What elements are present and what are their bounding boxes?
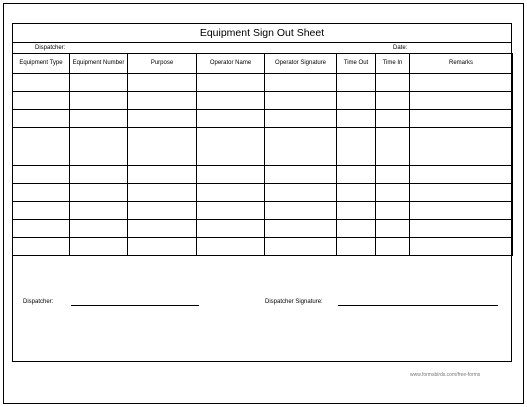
table-row bbox=[13, 238, 513, 256]
table-cell[interactable] bbox=[376, 238, 410, 256]
table-row bbox=[13, 166, 513, 184]
table-cell[interactable] bbox=[13, 166, 70, 184]
table-cell[interactable] bbox=[70, 238, 128, 256]
table-cell[interactable] bbox=[265, 128, 337, 166]
table-cell[interactable] bbox=[128, 92, 197, 110]
column-header-operator-signature: Operator Signature bbox=[265, 54, 337, 74]
column-header-remarks: Remarks bbox=[410, 54, 513, 74]
dispatcher-signature-line[interactable] bbox=[71, 305, 199, 306]
table-cell[interactable] bbox=[13, 128, 70, 166]
table-cell[interactable] bbox=[128, 74, 197, 92]
table-cell[interactable] bbox=[410, 128, 513, 166]
table-row bbox=[13, 184, 513, 202]
table-row bbox=[13, 128, 513, 166]
table-cell[interactable] bbox=[376, 92, 410, 110]
table-cell[interactable] bbox=[70, 74, 128, 92]
table-cell[interactable] bbox=[197, 110, 265, 128]
table-cell[interactable] bbox=[376, 220, 410, 238]
table-cell[interactable] bbox=[376, 202, 410, 220]
table-cell[interactable] bbox=[13, 110, 70, 128]
table-cell[interactable] bbox=[410, 110, 513, 128]
table-cell[interactable] bbox=[265, 202, 337, 220]
table-cell[interactable] bbox=[70, 220, 128, 238]
table-row bbox=[13, 220, 513, 238]
sheet-title bbox=[12, 23, 512, 42]
table-cell[interactable] bbox=[337, 166, 376, 184]
table-cell[interactable] bbox=[265, 74, 337, 92]
table-cell[interactable] bbox=[128, 220, 197, 238]
table-cell[interactable] bbox=[376, 184, 410, 202]
table-cell[interactable] bbox=[128, 166, 197, 184]
table-row bbox=[13, 92, 513, 110]
table-cell[interactable] bbox=[265, 166, 337, 184]
table-cell[interactable] bbox=[70, 110, 128, 128]
table-cell[interactable] bbox=[197, 74, 265, 92]
table-cell[interactable] bbox=[13, 92, 70, 110]
table-cell[interactable] bbox=[13, 220, 70, 238]
table-cell[interactable] bbox=[128, 184, 197, 202]
table-cell[interactable] bbox=[128, 202, 197, 220]
table-cell[interactable] bbox=[337, 110, 376, 128]
table-cell[interactable] bbox=[410, 184, 513, 202]
table-cell[interactable] bbox=[410, 202, 513, 220]
table-cell[interactable] bbox=[70, 184, 128, 202]
table-cell[interactable] bbox=[337, 220, 376, 238]
table-cell[interactable] bbox=[337, 184, 376, 202]
equipment-table bbox=[12, 53, 513, 256]
table-cell[interactable] bbox=[337, 238, 376, 256]
table-cell[interactable] bbox=[337, 74, 376, 92]
table-cell[interactable] bbox=[128, 128, 197, 166]
table-cell[interactable] bbox=[197, 128, 265, 166]
table-row bbox=[13, 202, 513, 220]
table-cell[interactable] bbox=[13, 184, 70, 202]
table-row bbox=[13, 110, 513, 128]
column-header-equipment-number: Equipment Number bbox=[70, 54, 128, 74]
column-header-purpose: Purpose bbox=[128, 54, 197, 74]
dispatcher-full-signature-line[interactable] bbox=[338, 305, 498, 306]
table-cell[interactable] bbox=[376, 128, 410, 166]
table-header-row bbox=[13, 54, 513, 74]
column-header-time-in: Time In bbox=[376, 54, 410, 74]
table-cell[interactable] bbox=[410, 220, 513, 238]
table-cell[interactable] bbox=[265, 184, 337, 202]
date-label: Date: bbox=[393, 45, 408, 51]
table-cell[interactable] bbox=[13, 238, 70, 256]
table-cell[interactable] bbox=[128, 110, 197, 128]
table-cell[interactable] bbox=[197, 202, 265, 220]
sheet-title-text: Equipment Sign Out Sheet bbox=[199, 27, 325, 39]
table-cell[interactable] bbox=[265, 238, 337, 256]
table-row bbox=[13, 74, 513, 92]
table-cell[interactable] bbox=[70, 128, 128, 166]
table-cell[interactable] bbox=[13, 202, 70, 220]
table-cell[interactable] bbox=[376, 110, 410, 128]
column-header-operator-name: Operator Name bbox=[197, 54, 265, 74]
form-box bbox=[12, 42, 512, 362]
table-cell[interactable] bbox=[410, 92, 513, 110]
table-cell[interactable] bbox=[13, 74, 70, 92]
table-cell[interactable] bbox=[197, 166, 265, 184]
table-cell[interactable] bbox=[410, 74, 513, 92]
dispatcher-signature-label: Dispatcher: bbox=[23, 299, 54, 305]
table-cell[interactable] bbox=[70, 92, 128, 110]
table-cell[interactable] bbox=[128, 238, 197, 256]
table-cell[interactable] bbox=[376, 166, 410, 184]
table-cell[interactable] bbox=[337, 128, 376, 166]
dispatcher-header-label: Dispatcher: bbox=[35, 45, 66, 51]
footer-source-note: www.formsbirds.com/free-forms bbox=[410, 372, 481, 378]
table-cell[interactable] bbox=[376, 74, 410, 92]
table-cell[interactable] bbox=[197, 220, 265, 238]
table-cell[interactable] bbox=[337, 202, 376, 220]
table-cell[interactable] bbox=[197, 92, 265, 110]
table-cell[interactable] bbox=[197, 184, 265, 202]
table-cell[interactable] bbox=[265, 220, 337, 238]
table-cell[interactable] bbox=[410, 238, 513, 256]
table-cell[interactable] bbox=[70, 166, 128, 184]
table-cell[interactable] bbox=[197, 238, 265, 256]
table-cell[interactable] bbox=[410, 166, 513, 184]
column-header-time-out: Time Out bbox=[337, 54, 376, 74]
table-cell[interactable] bbox=[70, 202, 128, 220]
table-cell[interactable] bbox=[265, 92, 337, 110]
table-cell[interactable] bbox=[265, 110, 337, 128]
table-cell[interactable] bbox=[337, 92, 376, 110]
dispatcher-full-signature-label: Dispatcher Signature: bbox=[265, 299, 323, 305]
column-header-equipment-type: Equipment Type bbox=[13, 54, 70, 74]
